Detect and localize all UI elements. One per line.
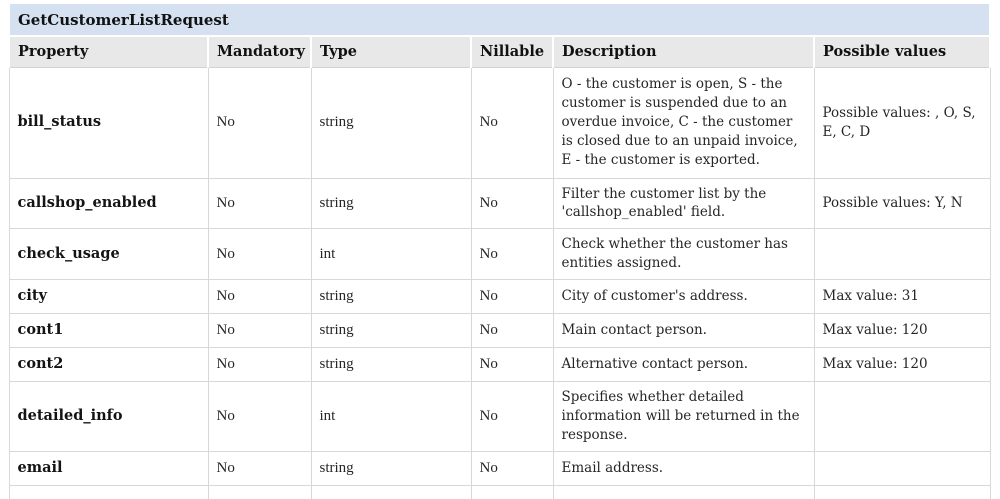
- type-cell: int: [311, 229, 471, 280]
- table-row: [9, 67, 990, 178]
- property-cell: city: [9, 280, 208, 314]
- description-cell: O - the customer is open, S - the customer is suspended due to an overdue invoice, C - the customer is closed due to an unpaid invoice, E - the customer is exported.: [553, 67, 814, 178]
- table-header-row: [9, 36, 990, 67]
- column-header-type: Type: [311, 36, 471, 67]
- column-header-possible-values: Possible values: [814, 36, 990, 67]
- possible-values-cell: Max value: 31: [814, 280, 990, 314]
- possible-values-cell: [814, 229, 990, 280]
- description-cell: [553, 485, 814, 499]
- possible-values-cell: Possible values: , O, S, E, C, D: [814, 67, 990, 178]
- description-cell: Filter the customer list by the 'callshop_enabled' field.: [553, 178, 814, 229]
- possible-values-cell: [814, 382, 990, 452]
- table-row: [9, 451, 990, 485]
- type-cell: string: [311, 67, 471, 178]
- possible-values-cell: [814, 485, 990, 499]
- type-cell: int: [311, 382, 471, 452]
- type-cell: string: [311, 314, 471, 348]
- property-cell: [9, 485, 208, 499]
- type-cell: string: [311, 280, 471, 314]
- property-cell: cont1: [9, 314, 208, 348]
- nillable-cell: No: [471, 229, 553, 280]
- table-row-partial: [9, 485, 990, 499]
- table-row: [9, 280, 990, 314]
- possible-values-cell: Max value: 120: [814, 348, 990, 382]
- type-cell: string: [311, 348, 471, 382]
- nillable-cell: [471, 485, 553, 499]
- nillable-cell: No: [471, 382, 553, 452]
- table-row: [9, 348, 990, 382]
- description-cell: Check whether the customer has entities assigned.: [553, 229, 814, 280]
- column-header-description: Description: [553, 36, 814, 67]
- table-title-row: [9, 4, 990, 36]
- nillable-cell: No: [471, 451, 553, 485]
- nillable-cell: No: [471, 67, 553, 178]
- type-cell: string: [311, 451, 471, 485]
- possible-values-cell: Possible values: Y, N: [814, 178, 990, 229]
- mandatory-cell: No: [208, 178, 311, 229]
- type-cell: string: [311, 178, 471, 229]
- api-request-table-container: [8, 4, 989, 499]
- property-cell: check_usage: [9, 229, 208, 280]
- possible-values-cell: [814, 451, 990, 485]
- table-row: [9, 314, 990, 348]
- table-row: [9, 229, 990, 280]
- column-header-nillable: Nillable: [471, 36, 553, 67]
- description-cell: Main contact person.: [553, 314, 814, 348]
- api-request-table: [8, 4, 991, 499]
- table-body: [9, 67, 990, 499]
- column-header-property: Property: [9, 36, 208, 67]
- mandatory-cell: No: [208, 280, 311, 314]
- mandatory-cell: No: [208, 67, 311, 178]
- mandatory-cell: No: [208, 348, 311, 382]
- possible-values-cell: Max value: 120: [814, 314, 990, 348]
- property-cell: bill_status: [9, 67, 208, 178]
- nillable-cell: No: [471, 314, 553, 348]
- property-cell: callshop_enabled: [9, 178, 208, 229]
- mandatory-cell: No: [208, 382, 311, 452]
- nillable-cell: No: [471, 280, 553, 314]
- mandatory-cell: No: [208, 229, 311, 280]
- type-cell: [311, 485, 471, 499]
- mandatory-cell: No: [208, 314, 311, 348]
- description-cell: Specifies whether detailed information will be returned in the response.: [553, 382, 814, 452]
- mandatory-cell: [208, 485, 311, 499]
- property-cell: email: [9, 451, 208, 485]
- table-title: GetCustomerListRequest: [9, 4, 990, 36]
- table-row: [9, 382, 990, 452]
- nillable-cell: No: [471, 178, 553, 229]
- table-row: [9, 178, 990, 229]
- description-cell: City of customer's address.: [553, 280, 814, 314]
- description-cell: Email address.: [553, 451, 814, 485]
- description-cell: Alternative contact person.: [553, 348, 814, 382]
- property-cell: detailed_info: [9, 382, 208, 452]
- nillable-cell: No: [471, 348, 553, 382]
- column-header-mandatory: Mandatory: [208, 36, 311, 67]
- mandatory-cell: No: [208, 451, 311, 485]
- property-cell: cont2: [9, 348, 208, 382]
